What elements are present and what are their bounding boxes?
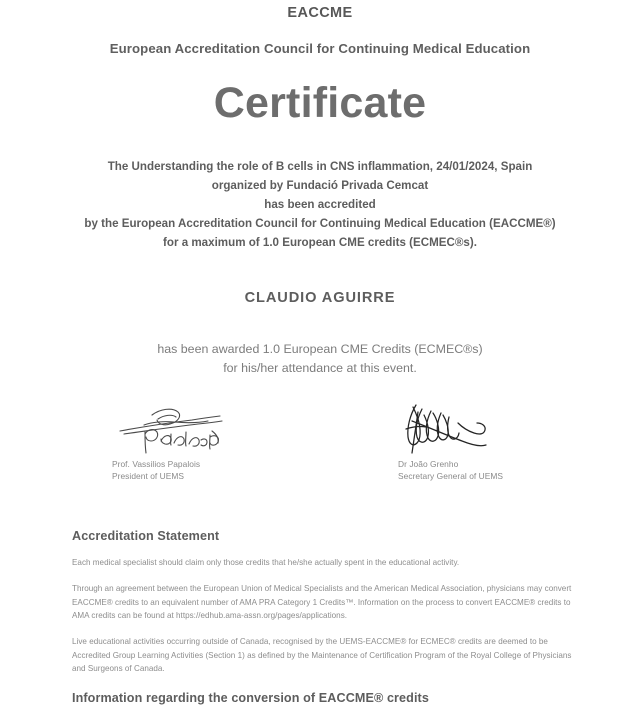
certificate-header xyxy=(0,5,640,126)
signatory-name: Prof. Vassilios Papalois xyxy=(112,459,201,470)
fineprint-paragraph: Live educational activities occurring outside of Canada, recognised by the UEMS-EACCME® for ECMEC® credits are deemed to be Accredited Group Learning Activities (Section 1) as defined by the Maintenance of Certification Program of the Royal College of Physicians and Surgeons of Canada. xyxy=(72,637,572,673)
handwritten-signature-grenho xyxy=(398,401,508,459)
page-title: Certificate xyxy=(213,79,427,128)
issuing-organization-full-name: European Accreditation Council for Continuing Medical Education xyxy=(109,41,531,57)
signatory-role: Secretary General of UEMS xyxy=(398,471,504,482)
fineprint-paragraph: Through an agreement between the European Union of Medical Specialists and the American Medical Association, physicians may convert EACCME® credits to an equivalent number of AMA PRA Category 1 Credits™. Information on the process to convert EACCME® credits to AMA credits can be found at https://edhub.ama-assn.org/pages/applications. xyxy=(72,584,572,620)
award-line: has been awarded 1.0 European CME Credits (ECMEC®s) xyxy=(157,341,483,356)
award-statement xyxy=(40,340,600,378)
conversion-information-heading: Information regarding the conversion of EACCME® credits xyxy=(72,691,429,706)
handwritten-signature-papalois xyxy=(112,401,237,459)
signatory-role: President of UEMS xyxy=(112,471,185,482)
fineprint-section xyxy=(0,529,640,706)
accreditation-line: for a maximum of 1.0 European CME credits (ECMEC®s). xyxy=(163,235,477,249)
accreditation-line: by the European Accreditation Council for Continuing Medical Education (EACCME®) xyxy=(84,216,556,230)
signatory-name: Dr João Grenho xyxy=(398,459,459,470)
accreditation-details xyxy=(40,158,600,252)
signature-area xyxy=(0,401,640,499)
award-line: for his/her attendance at this event. xyxy=(223,360,417,375)
accreditation-line: The Understanding the role of B cells in CNS inflammation, 24/01/2024, Spain xyxy=(107,160,533,174)
recipient-name: CLAUDIO AGUIRRE xyxy=(244,290,396,307)
accreditation-statement-heading: Accreditation Statement xyxy=(72,529,220,544)
signature-block-secretary-general xyxy=(398,401,508,483)
fineprint-paragraph: Each medical specialist should claim only those credits that he/she actually spent in the educational activity. xyxy=(72,558,460,568)
accreditation-line: organized by Fundació Privada Cemcat xyxy=(211,179,429,193)
signature-block-president xyxy=(112,401,237,483)
issuing-organization-abbreviation: EACCME xyxy=(287,5,353,21)
accreditation-line: has been accredited xyxy=(264,197,376,211)
certificate-page xyxy=(0,5,640,706)
